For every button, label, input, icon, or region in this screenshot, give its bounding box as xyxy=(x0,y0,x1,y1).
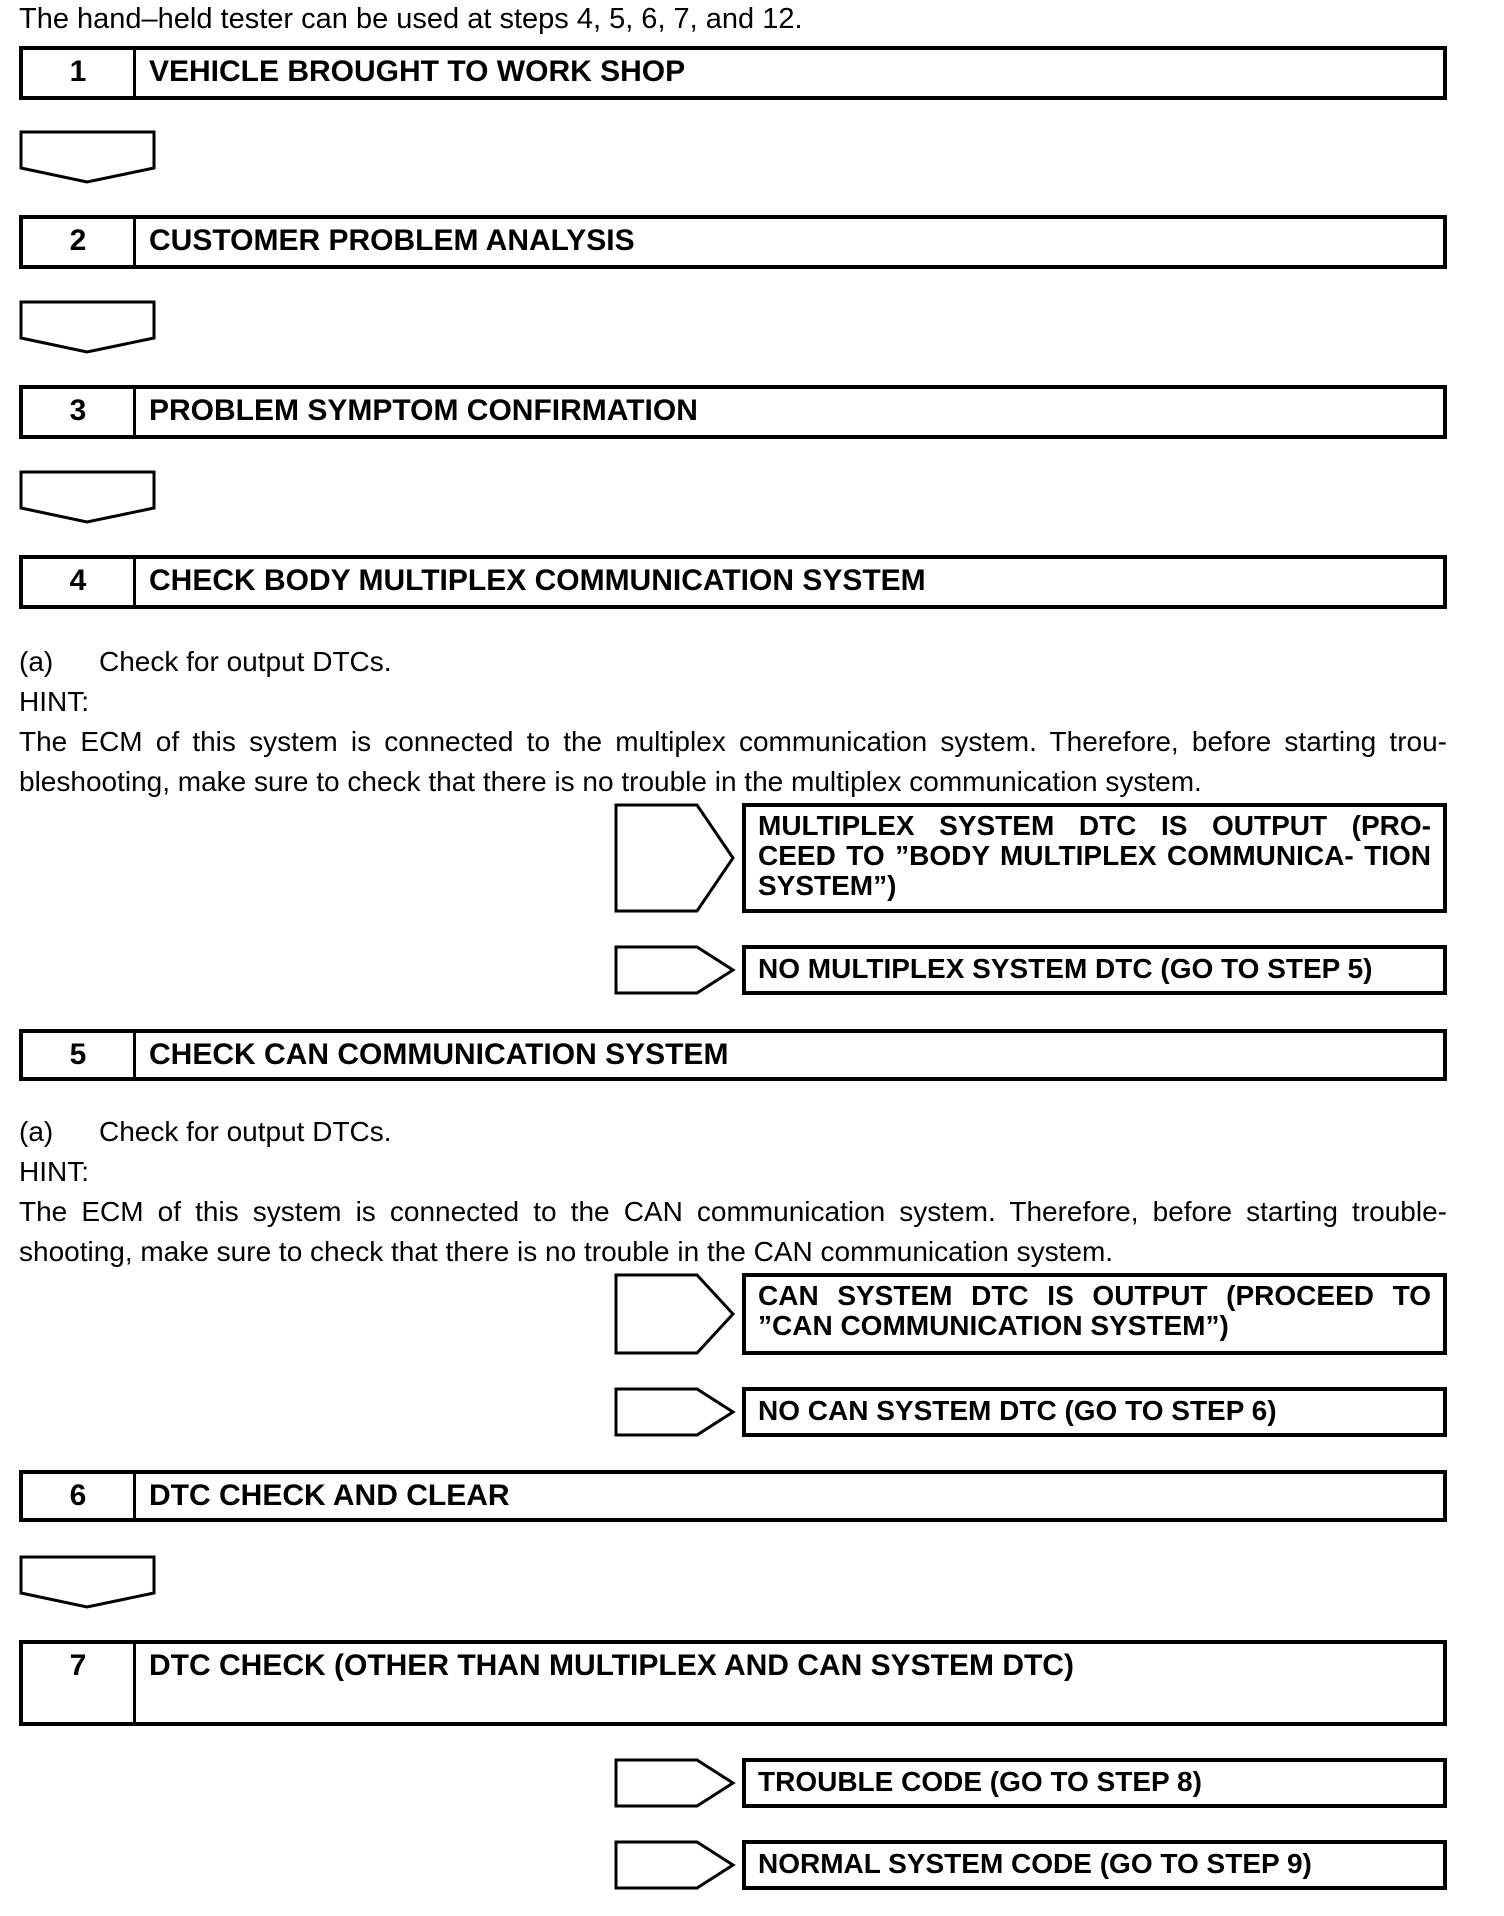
result-arrow-icon xyxy=(614,803,736,913)
step-title: CHECK BODY MULTIPLEX COMMUNICATION SYSTEM xyxy=(149,564,926,597)
step-number: 2 xyxy=(23,219,136,265)
step-5-details xyxy=(19,1112,1447,1272)
step-1-header xyxy=(19,46,1447,100)
step-5-header xyxy=(19,1029,1447,1081)
instruction-line xyxy=(19,1112,1447,1152)
hint-label: HINT: xyxy=(19,686,89,717)
step-4-header xyxy=(19,555,1447,609)
step-title: CHECK CAN COMMUNICATION SYSTEM xyxy=(149,1038,729,1071)
step-title: VEHICLE BROUGHT TO WORK SHOP xyxy=(149,55,686,88)
instruction-label: (a) xyxy=(19,646,54,677)
result-no-can-dtc: NO CAN SYSTEM DTC (GO TO STEP 6) xyxy=(742,1387,1447,1437)
down-arrow-icon xyxy=(19,130,156,184)
result-arrow-icon xyxy=(614,1758,736,1808)
instruction-label: (a) xyxy=(19,1116,54,1147)
step-2-header xyxy=(19,215,1447,269)
result-normal-system-code: NORMAL SYSTEM CODE (GO TO STEP 9) xyxy=(742,1840,1447,1890)
step-3-header xyxy=(19,385,1447,439)
hint-label: HINT: xyxy=(19,1156,89,1187)
hint-text: The ECM of this system is connected to the CAN communication system. Therefore, before starting trouble- shooting, make sure to check that there is no trouble in the CAN communication system. xyxy=(19,1196,1447,1267)
result-trouble-code: TROUBLE CODE (GO TO STEP 8) xyxy=(742,1758,1447,1808)
hint-text: The ECM of this system is connected to the multiplex communication system. Therefore, before starting trou- bleshooting, make sure to check that there is no trouble in the multiplex communication system. xyxy=(19,726,1447,797)
result-arrow-icon xyxy=(614,1387,736,1437)
step-4-details xyxy=(19,642,1447,802)
step-number: 6 xyxy=(23,1474,136,1518)
step-7-header xyxy=(19,1640,1447,1726)
step-title: PROBLEM SYMPTOM CONFIRMATION xyxy=(149,394,698,427)
step-title: CUSTOMER PROBLEM ANALYSIS xyxy=(149,224,635,257)
result-arrow-icon xyxy=(614,945,736,995)
result-no-multiplex-dtc: NO MULTIPLEX SYSTEM DTC (GO TO STEP 5) xyxy=(742,945,1447,995)
result-can-dtc-output: CAN SYSTEM DTC IS OUTPUT (PROCEED TO ”CAN COMMUNICATION SYSTEM”) xyxy=(742,1273,1447,1355)
result-multiplex-dtc-output: MULTIPLEX SYSTEM DTC IS OUTPUT (PRO- CEED TO ”BODY MULTIPLEX COMMUNICA- TION SYSTEM”) xyxy=(742,803,1447,913)
step-title: DTC CHECK AND CLEAR xyxy=(149,1479,510,1512)
instruction-text: Check for output DTCs. xyxy=(99,646,392,677)
result-arrow-icon xyxy=(614,1840,736,1890)
result-arrow-icon xyxy=(614,1273,736,1355)
step-6-header xyxy=(19,1470,1447,1522)
step-number: 3 xyxy=(23,389,136,435)
step-number: 5 xyxy=(23,1033,136,1077)
step-title: DTC CHECK (OTHER THAN MULTIPLEX AND CAN SYSTEM DTC) xyxy=(149,1649,1074,1682)
step-number: 7 xyxy=(23,1644,136,1722)
step-number: 1 xyxy=(23,50,136,96)
down-arrow-icon xyxy=(19,300,156,354)
instruction-text: Check for output DTCs. xyxy=(99,1116,392,1147)
instruction-line xyxy=(19,642,1447,682)
intro-note: The hand–held tester can be used at steps 4, 5, 6, 7, and 12. xyxy=(19,3,803,35)
down-arrow-icon xyxy=(19,1555,156,1609)
down-arrow-icon xyxy=(19,470,156,524)
step-number: 4 xyxy=(23,559,136,605)
